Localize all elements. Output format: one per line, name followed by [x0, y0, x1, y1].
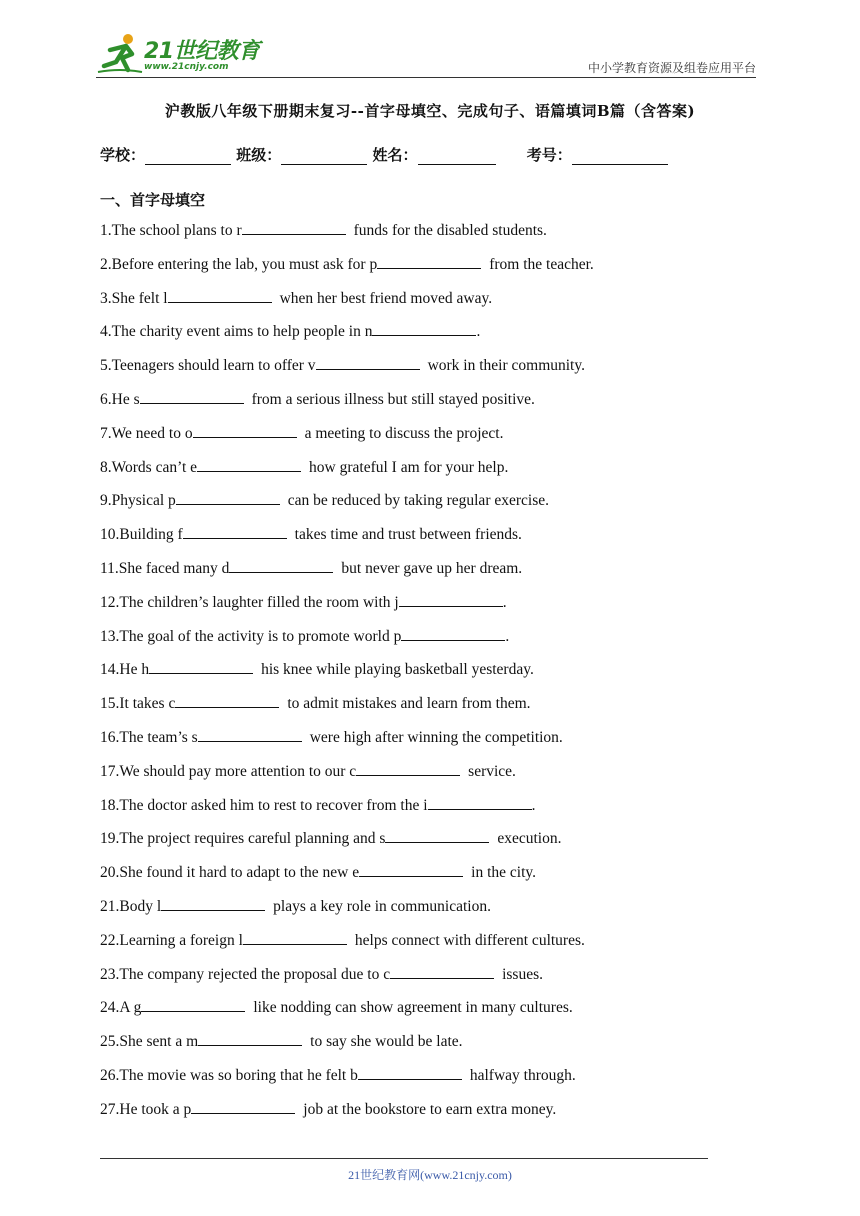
- question-text-end: were high after winning the competition.: [309, 729, 563, 746]
- answer-blank[interactable]: [168, 286, 272, 303]
- class-label: 班级：: [236, 146, 282, 164]
- question-text-end: halfway through.: [469, 1067, 576, 1084]
- answer-blank[interactable]: [175, 691, 279, 708]
- question-text-end: takes time and trust between friends.: [294, 526, 522, 544]
- question-item: [100, 286, 492, 309]
- answer-blank[interactable]: [243, 928, 347, 945]
- question-text-end: when her best friend moved away.: [279, 289, 493, 307]
- name-label: 姓名：: [372, 146, 418, 164]
- question-text-end: .: [505, 627, 510, 645]
- page-title: 沪教版八年级下册期末复习--首字母填空、完成句子、语篇填词B篇（含答案): [164, 102, 696, 120]
- school-label: 学校：: [100, 146, 146, 164]
- question-text-end: plays a key role in communication.: [273, 898, 491, 915]
- header-divider: [96, 77, 756, 78]
- logo-text: 21世纪教育: [144, 39, 260, 64]
- question-text: 1.The school plans to r: [100, 222, 242, 239]
- question-text: 22.Learning a foreign l: [100, 931, 243, 949]
- question-item: [100, 421, 503, 444]
- question-item: [100, 657, 534, 680]
- answer-blank[interactable]: [141, 995, 245, 1012]
- question-text: 17.We should pay more attention to our c: [100, 762, 357, 780]
- question-item: [100, 725, 563, 748]
- question-text: 4.The charity event aims to help people in n: [100, 323, 373, 341]
- question-text: 13.The goal of the activity is to promote world p: [100, 627, 402, 645]
- answer-blank[interactable]: [183, 522, 287, 539]
- question-text: 14.He h: [100, 661, 150, 679]
- question-item: [100, 894, 491, 917]
- page-header: [96, 28, 756, 78]
- question-text-end: but never gave up her dream.: [341, 560, 523, 577]
- logo-url: www.21cnjy.com: [144, 62, 229, 72]
- question-item: [100, 252, 594, 275]
- runner-logo-icon: [96, 32, 144, 76]
- answer-blank[interactable]: [316, 353, 420, 370]
- exam-number-field[interactable]: [572, 148, 668, 165]
- question-item: [100, 488, 549, 511]
- question-item: [100, 624, 509, 647]
- answer-blank[interactable]: [385, 826, 489, 843]
- answer-blank[interactable]: [176, 488, 280, 505]
- question-text: 5.Teenagers should learn to offer v: [100, 357, 316, 375]
- question-text: 25.She sent a m: [100, 1033, 199, 1051]
- answer-blank[interactable]: [242, 218, 346, 235]
- question-item: [100, 793, 535, 816]
- answer-blank[interactable]: [372, 319, 476, 336]
- question-item: [100, 962, 543, 985]
- question-item: [100, 590, 507, 613]
- question-item: [100, 1063, 576, 1086]
- question-text: 27.He took a p: [100, 1100, 192, 1118]
- section-title: 一、首字母填空: [100, 191, 206, 209]
- question-text: 3.She felt l: [100, 289, 168, 307]
- question-text-end: in the city.: [471, 864, 536, 882]
- answer-blank[interactable]: [356, 759, 460, 776]
- question-text-end: to say she would be late.: [310, 1033, 463, 1051]
- question-item: [100, 1029, 463, 1052]
- answer-blank[interactable]: [197, 455, 301, 472]
- school-field[interactable]: [145, 148, 231, 165]
- platform-name: 中小学教育资源及组卷应用平台: [587, 61, 756, 75]
- question-text-end: execution.: [497, 830, 562, 848]
- question-text-end: from the teacher.: [489, 255, 594, 273]
- question-text: 16.The team’s s: [100, 729, 198, 746]
- answer-blank[interactable]: [358, 1063, 462, 1080]
- question-text-end: .: [502, 593, 507, 611]
- answer-blank[interactable]: [399, 590, 503, 607]
- question-text-end: how grateful I am for your help.: [309, 458, 509, 476]
- question-text: 12.The children’s laughter filled the room with j: [100, 593, 399, 611]
- question-text: 10.Building f: [100, 526, 183, 544]
- question-text-end: a meeting to discuss the project.: [304, 424, 504, 442]
- answer-blank[interactable]: [149, 657, 253, 674]
- footer-divider: [100, 1158, 708, 1159]
- question-text-end: service.: [468, 762, 516, 780]
- answer-blank[interactable]: [198, 725, 302, 742]
- question-text: 19.The project requires careful planning and s: [100, 830, 386, 848]
- question-text: 11.She faced many d: [100, 560, 230, 577]
- answer-blank[interactable]: [428, 793, 532, 810]
- answer-blank[interactable]: [401, 624, 505, 641]
- question-text-end: funds for the disabled students.: [353, 222, 547, 239]
- question-item: [100, 826, 562, 849]
- answer-blank[interactable]: [140, 387, 244, 404]
- question-text: 7.We need to o: [100, 424, 193, 442]
- question-item: [100, 353, 585, 376]
- question-text: 24.A g: [100, 999, 142, 1017]
- question-text-end: from a serious illness but still stayed positive.: [251, 391, 535, 408]
- question-item: [100, 556, 522, 579]
- question-text-end: job at the bookstore to earn extra money.: [303, 1100, 557, 1118]
- question-text-end: work in their community.: [427, 357, 585, 375]
- answer-blank[interactable]: [377, 252, 481, 269]
- class-field[interactable]: [281, 148, 367, 165]
- question-text: 6.He s: [100, 391, 140, 408]
- question-item: [100, 387, 535, 410]
- question-text-end: his knee while playing basketball yesterday.: [261, 661, 534, 679]
- question-text-end: like nodding can show agreement in many cultures.: [253, 999, 573, 1017]
- answer-blank[interactable]: [161, 894, 265, 911]
- question-item: [100, 1097, 556, 1120]
- question-text-end: can be reduced by taking regular exercise.: [287, 492, 549, 510]
- question-item: [100, 691, 531, 714]
- question-text-end: .: [531, 796, 536, 814]
- question-item: [100, 522, 522, 545]
- question-text-end: issues.: [502, 965, 544, 983]
- answer-blank[interactable]: [390, 962, 494, 979]
- answer-blank[interactable]: [193, 421, 297, 438]
- question-text: 21.Body l: [100, 898, 162, 915]
- question-text-end: .: [476, 323, 481, 341]
- question-text-end: helps connect with different cultures.: [354, 931, 585, 949]
- exam-number-label: 考号：: [526, 146, 572, 164]
- name-field[interactable]: [418, 148, 496, 165]
- answer-blank[interactable]: [198, 1029, 302, 1046]
- answer-blank[interactable]: [191, 1097, 295, 1114]
- question-text: 8.Words can’t e: [100, 458, 198, 476]
- question-text: 18.The doctor asked him to rest to recover from the i: [100, 796, 428, 814]
- question-item: [100, 759, 516, 782]
- student-info-row: [100, 144, 668, 165]
- question-item: [100, 319, 480, 342]
- question-item: [100, 455, 508, 478]
- question-text: 9.Physical p: [100, 492, 176, 510]
- answer-blank[interactable]: [359, 860, 463, 877]
- question-text-end: to admit mistakes and learn from them.: [287, 695, 531, 713]
- question-item: [100, 860, 536, 883]
- question-text: 23.The company rejected the proposal due to c: [100, 965, 391, 983]
- question-text: 15.It takes c: [100, 695, 176, 713]
- question-text: 20.She found it hard to adapt to the new e: [100, 864, 360, 882]
- question-text: 2.Before entering the lab, you must ask for p: [100, 255, 378, 273]
- page-footer: 21世纪教育网(www.21cnjy.com): [348, 1168, 512, 1182]
- question-text: 26.The movie was so boring that he felt b: [100, 1067, 358, 1084]
- site-logo: [96, 32, 260, 76]
- question-item: [100, 928, 585, 951]
- question-item: [100, 995, 573, 1018]
- question-item: [100, 218, 547, 241]
- answer-blank[interactable]: [229, 556, 333, 573]
